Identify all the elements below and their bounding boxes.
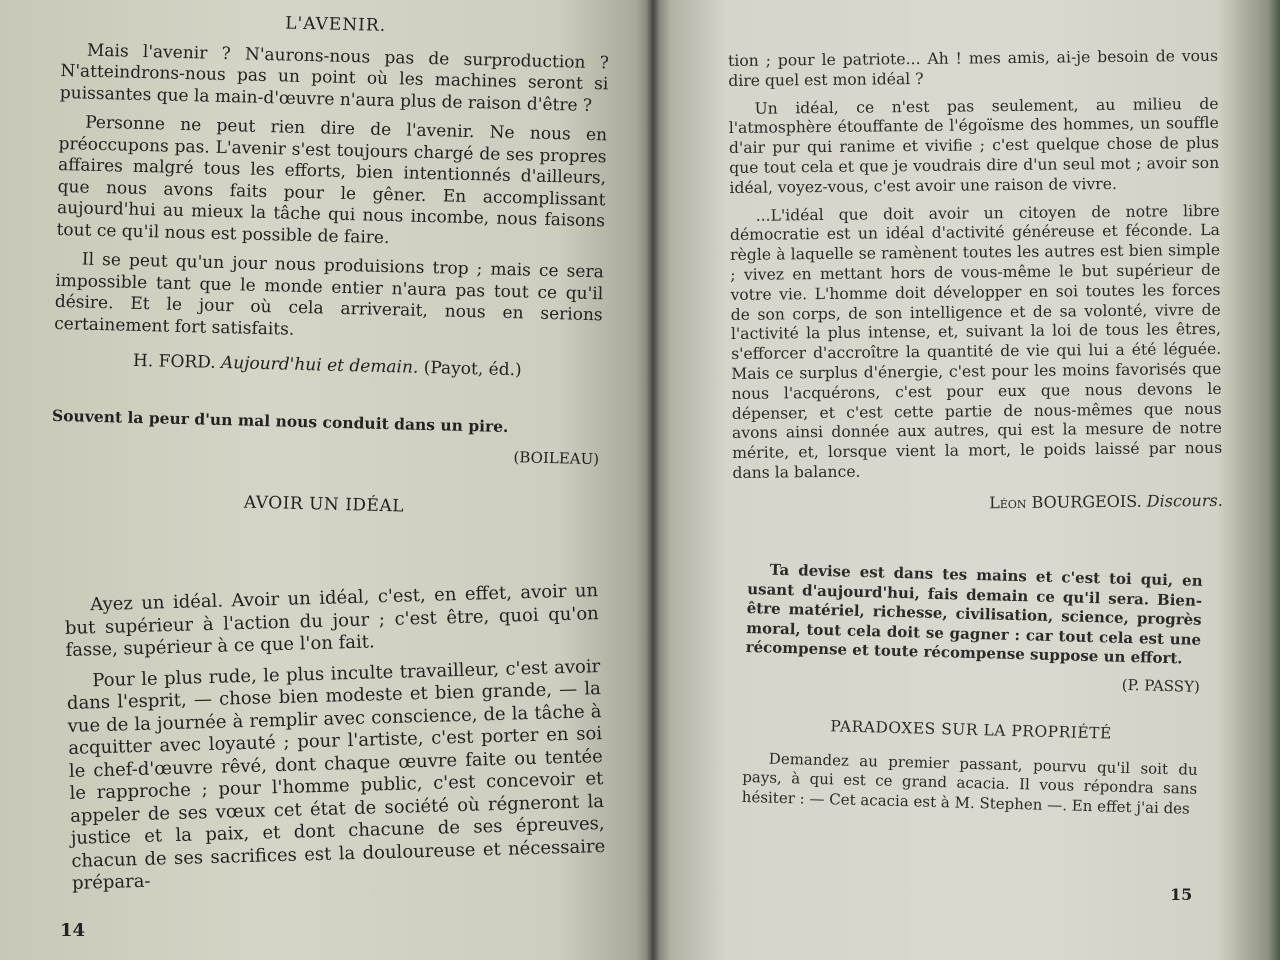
- paragraph: Pour le plus rude, le plus inculte travailleur, c'est avoir dans l'esprit, — chose bien modeste et bien grande, — la vue de la journée à remplir avec conscience, de la tâche à acquitter avec loyauté ; pour l'artiste, c'est porter en soi le chef-d'œuvre rêvé, dont chaque œuvre faite ou tentée le rapproche ; pour l'homme public, c'est concevoir et appeler de ses vœux cet état de société où régneront la justice et la paix, et dont chacune de ses épreuves, chacun de ses sacrifices est la douloureuse et nécessaire prépara-: [66, 655, 606, 894]
- signature-publisher: (Payot, éd.): [423, 357, 522, 381]
- section-title: AVOIR UN IDÉAL: [243, 492, 405, 517]
- paragraph: Ayez un idéal. Avoir un idéal, c'est, en effet, avoir un but supérieur à l'action du jour ; c'est être, quoi qu'on fasse, supérieur à ce que l'on fait.: [64, 580, 600, 661]
- running-head: L'AVENIR.: [285, 13, 387, 36]
- left-page-upper-text: [49, 8, 610, 544]
- signature-author: H. FORD.: [132, 350, 216, 373]
- maxim: Souvent la peur d'un mal nous conduit dans un pire.: [51, 405, 509, 436]
- book-gutter: [646, 0, 660, 960]
- left-page-lower-text: [64, 580, 606, 903]
- paragraph: Il se peut qu'un jour nous produisions trop ; mais ce sera impossible tant que le monde entier n'aura pas tout ce qu'il désire. Et le jour où cela arriverait, nous en serions certainement fort satisfaits.: [54, 249, 604, 340]
- right-page-lower-text: [741, 560, 1203, 827]
- quote-paragraph: Ta devise est dans tes mains et c'est toi qui, en usant d'aujourd'hui, fais demain ce qu'il sera. Bien-être matériel, richesse, civilisation, science, progrès moral, tout cela doit se gagner : car tout cela est une récompense et toute récompense suppose un effort.: [745, 560, 1203, 668]
- paragraph: ...L'idéal que doit avoir un citoyen de notre libre démocratie est un idéal d'activité généreuse et féconde. La règle à laquelle se ramènent toutes les autres est bien simple ; vivez en mettant hors de vous-même le but supérieur de votre vie. L'homme doit développer en soi toutes les forces de son corps, de son intelligence et de sa volonté, vivre de l'activité la plus intense, et, suivant la loi de tous les êtres, s'efforcer d'accroître la quantité de vie qui lui a été léguée. Mais ce surplus d'énergie, c'est pour les moins favorisés que nous l'acquérons, c'est pour eux que nous devons le dépenser, et c'est cette partie de nous-mêmes que nous avons ainsi donnée aux autres, qui est la mesure de notre mérite, et, lorsque vient la mort, le poids laissé par nous dans la balance.: [729, 201, 1223, 482]
- paragraph: tion ; pour le patriote... Ah ! mes amis, ai-je besoin de vous dire quel est mon idéal ?: [728, 46, 1219, 90]
- signature-first-name: Léon: [989, 492, 1027, 513]
- signature-last-name: BOURGEOIS.: [1031, 491, 1142, 512]
- signature-work: Aujourd'hui et demain.: [220, 352, 419, 378]
- paragraph: Demandez au premier passant, pourvu qu'il soit du pays, à qui est ce grand acacia. Il vous répondra sans hésiter : — Cet acacia est à M. Stephen —. En effet j'ai des: [741, 749, 1198, 818]
- signature-work: Discours.: [1146, 490, 1223, 511]
- paragraph: Un idéal, ce n'est pas seulement, au milieu de l'atmosphère étouffante de l'égoïsme des hommes, un souffle d'air pur qui ranime et vivifie ; c'est quelque chose de plus que tout cela et que je voudrais dire d'un seul mot ; avoir son idéal, voyez-vous, c'est avoir une raison de vivre.: [728, 94, 1220, 197]
- page-number-right: 15: [1170, 885, 1193, 904]
- paragraph: Mais l'avenir ? N'aurons-nous pas de surproduction ? N'atteindrons-nous pas un point où les machines seront si puissantes que la main-d'œuvre n'aura plus de raison d'être ?: [59, 40, 610, 116]
- signature: [53, 349, 601, 384]
- section-title: PARADOXES SUR LA PROPRIÉTÉ: [830, 717, 1113, 743]
- quote-attribution: (P. PASSY): [1121, 675, 1201, 696]
- right-page-upper-text: [728, 47, 1223, 534]
- maxim-attribution: (BOILEAU): [513, 448, 600, 469]
- page-number-left: 14: [60, 920, 86, 941]
- paragraph: Personne ne peut rien dire de l'avenir. Ne nous en préoccupons pas. L'avenir s'est toujours chargé de ses propres affaires malgré tous les efforts, bien intentionnés d'ailleurs, que nous avons faits pour le gêner. En accomplissant aujourd'hui au mieux la tâche qui nous incombe, nous faisons tout ce qu'il nous est possible de faire.: [56, 112, 608, 248]
- signature: [733, 491, 1223, 516]
